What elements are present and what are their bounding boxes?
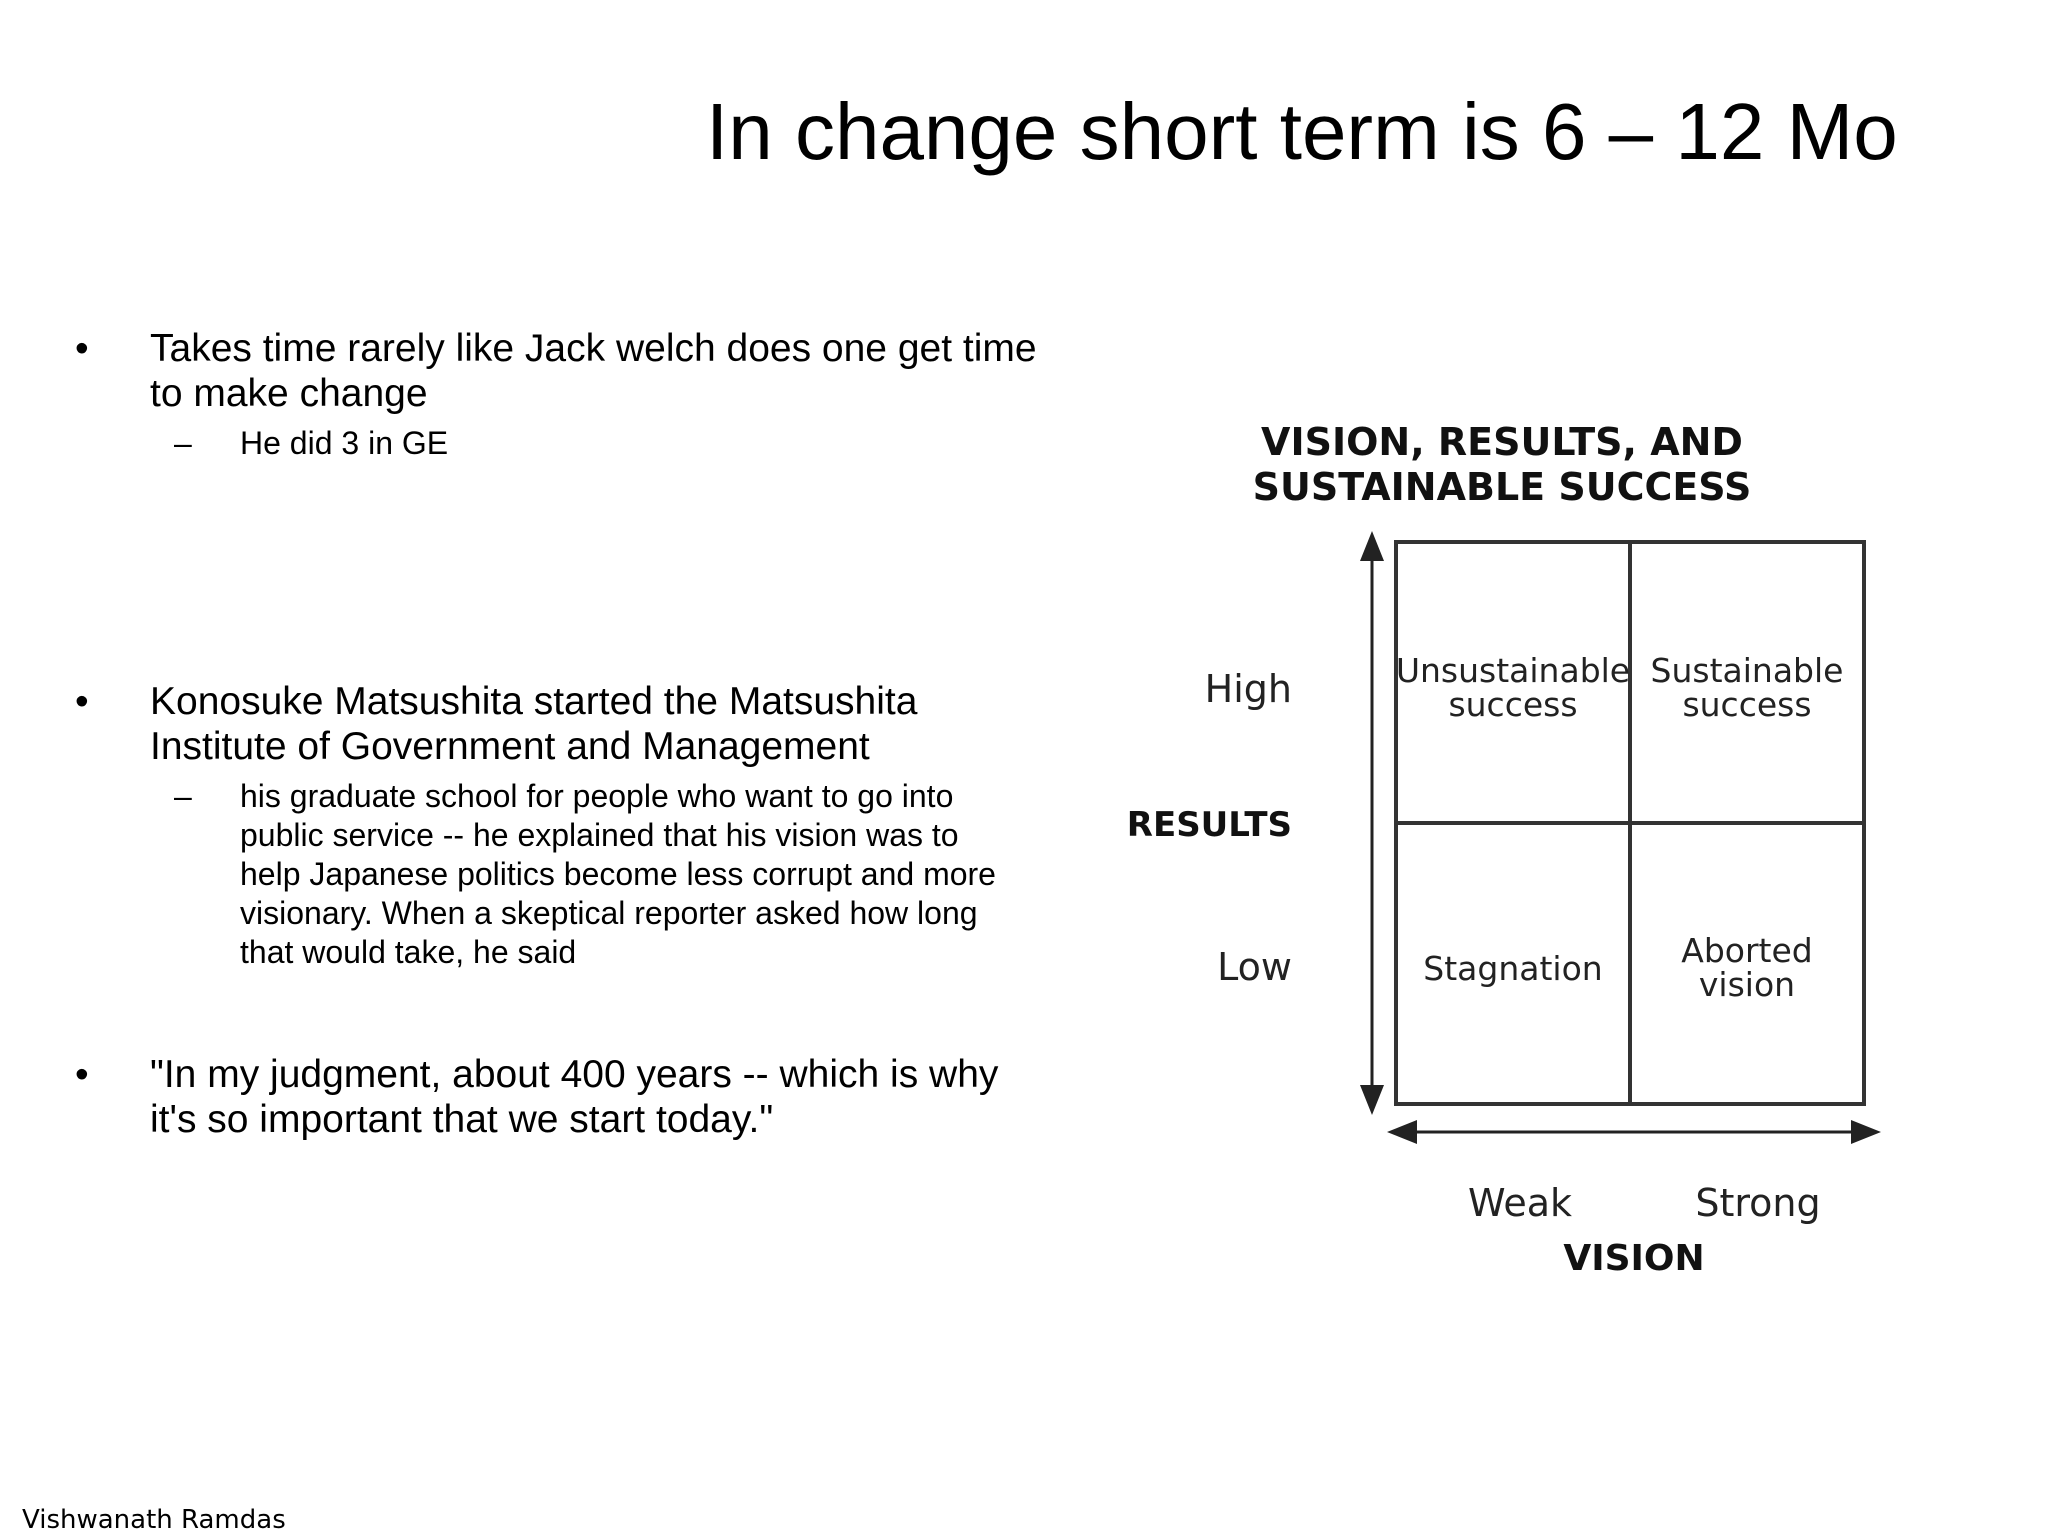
x-axis-title: VISION bbox=[1563, 1238, 1705, 1279]
cell-high-strong-line1: Sustainable bbox=[1650, 651, 1844, 690]
cell-high-weak-line1: Unsustainable bbox=[1395, 651, 1631, 690]
y-label-low: Low bbox=[1217, 945, 1292, 989]
bullet-text: Konosuke Matsushita started the Matsushita Institute of Government and Management bbox=[150, 680, 918, 768]
sub-bullet-marker: – bbox=[174, 425, 192, 461]
matrix-title-line2: SUSTAINABLE SUCCESS bbox=[1252, 465, 1752, 509]
slide-title: In change short term is 6 – 12 Mo bbox=[706, 87, 1898, 176]
y-axis-title: RESULTS bbox=[1126, 805, 1292, 845]
cell-high-strong-line2: success bbox=[1682, 685, 1812, 724]
cell-low-strong-line1: Aborted bbox=[1681, 931, 1813, 970]
x-label-weak: Weak bbox=[1467, 1181, 1573, 1225]
sub-bullet-marker: – bbox=[174, 778, 192, 814]
bullet-marker: • bbox=[75, 1053, 89, 1096]
matrix-title-line1: VISION, RESULTS, AND bbox=[1261, 420, 1743, 464]
footer-author: Vishwanath Ramdas bbox=[22, 1505, 286, 1535]
cell-low-strong-line2: vision bbox=[1698, 965, 1796, 1004]
cell-low-weak-line1: Stagnation bbox=[1423, 949, 1603, 988]
bullet-text: "In my judgment, about 400 years -- which is why it's so important that we start today." bbox=[150, 1053, 999, 1141]
y-label-high: High bbox=[1204, 667, 1292, 711]
x-label-strong: Strong bbox=[1695, 1181, 1821, 1225]
sub-bullet-text: his graduate school for people who want to go into public service -- he explained that his vision was to help Japanese politics become less corrupt and more visionary. When a skeptical reporter asked how long that would take, he said bbox=[240, 778, 996, 970]
bullet-marker: • bbox=[75, 327, 89, 370]
matrix-frame bbox=[1396, 542, 1864, 1104]
bullet-marker: • bbox=[75, 680, 89, 723]
bullet-text: Takes time rarely like Jack welch does one get time to make change bbox=[150, 327, 1037, 415]
cell-high-weak-line2: success bbox=[1448, 685, 1578, 724]
sub-bullet-text: He did 3 in GE bbox=[240, 425, 449, 461]
